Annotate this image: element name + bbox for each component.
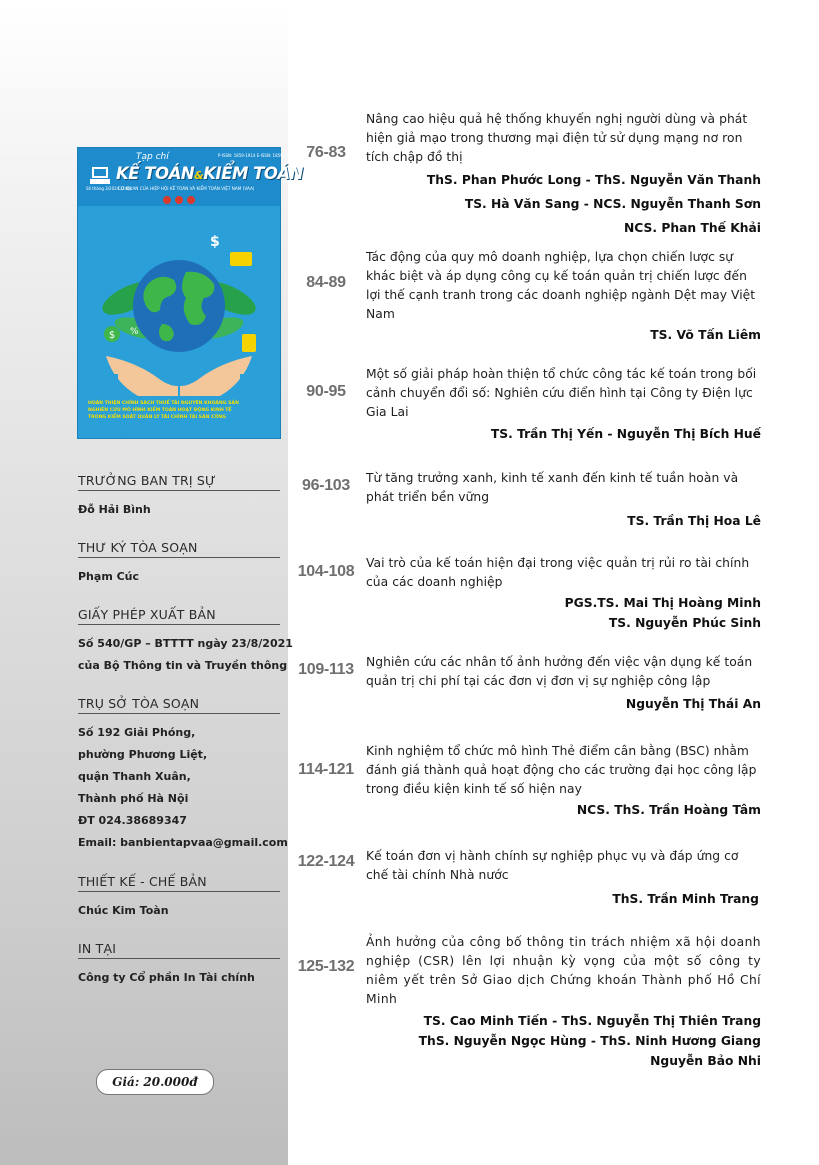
cover-headline: TRONG KIỂM SOÁT QUẢN LÝ TÀI CHÍNH TÀI SẢN CÔNG: [88, 415, 226, 420]
article-authors: Nguyễn Thị Thái An: [625, 697, 761, 711]
cover-tapchi: Tạp chí: [136, 152, 169, 162]
toc-page-range: 109-113: [298, 661, 354, 678]
article-authors: TS. Trần Thị Yến - Nguyễn Thị Bích Huế: [490, 427, 761, 441]
masthead-design: [78, 874, 280, 922]
article-authors: ThS. Phan Phước Long - ThS. Nguyễn Văn Thanh TS. Hà Văn Sang - NCS. Nguyễn Thanh Sơn NCS. Phan Thế Khải: [426, 173, 761, 235]
toc-page-range: 96-103: [301, 477, 351, 494]
masthead-secretary: [78, 540, 280, 588]
article-title: Vai trò của kế toán hiện đại trong việc quản trị rủi ro tài chính của các doanh nghiệp: [366, 556, 750, 589]
masthead-printer: [78, 941, 280, 989]
svg-text:%: %: [130, 327, 139, 337]
cover-issue: Số tháng 3/2024 (246): [86, 186, 132, 191]
article-title: Tác động của quy mô doanh nghiệp, lựa chọn chiến lược sự khác biệt và áp dụng công cụ kế toán quản trị chiến lược đến lợi thế cạnh tranh trong các doanh nghiệp ngành Dệt may Việt Nam: [366, 250, 756, 321]
svg-text:$: $: [108, 330, 116, 341]
toc-page-range: 76-83: [306, 144, 346, 161]
computer-icon: [90, 166, 112, 186]
toc-entry-body: [366, 110, 761, 238]
masthead-heading: THIẾT KẾ - CHẾ BẢN: [78, 874, 280, 892]
article-title: Từ tăng trưởng xanh, kinh tế xanh đến kinh tế tuần hoàn và phát triển bền vững: [366, 471, 739, 504]
price-badge: Giá: 20.000đ: [96, 1069, 214, 1095]
article-authors: PGS.TS. Mai Thị Hoàng Minh TS. Nguyễn Phúc Sinh: [564, 596, 761, 630]
masthead-value: Phạm Cúc: [78, 570, 140, 583]
article-authors: TS. Trần Thị Hoa Lê: [627, 514, 761, 528]
article-authors: TS. Võ Tấn Liêm: [650, 328, 761, 342]
toc-entry-body: [366, 933, 761, 1071]
toc-entry-body: [366, 365, 761, 444]
article-authors: ThS. Trần Minh Trang: [612, 892, 759, 906]
masthead-value: Số 192 Giải Phóng, phường Phương Liệt, quận Thanh Xuân, Thành phố Hà Nội ĐT 024.38689347 Email: banbientapvaa@gmail.com: [78, 722, 280, 854]
globe-hands-illustration: [78, 206, 280, 398]
masthead-value: Chúc Kim Toàn: [78, 904, 169, 917]
masthead-heading: GIẤY PHÉP XUẤT BẢN: [78, 607, 280, 625]
article-authors: NCS. ThS. Trần Hoàng Tâm: [576, 803, 761, 817]
toc-page-range: 104-108: [297, 563, 355, 580]
toc-page-range: 90-95: [306, 383, 346, 400]
masthead-value: Đỗ Hải Bình: [78, 503, 151, 516]
toc-entry-body: [366, 742, 761, 820]
toc-entry-body: [366, 469, 761, 531]
article-authors: TS. Cao Minh Tiến - ThS. Nguyễn Thị Thiên Trang ThS. Nguyễn Ngọc Hùng - ThS. Ninh Hương Giang Nguyễn Bảo Nhi: [418, 1014, 761, 1068]
cover-headlines: [88, 400, 274, 421]
article-title: Một số giải pháp hoàn thiện tổ chức công tác kế toán trong bối cảnh chuyển đổi số: Nghiên cứu điển hình tại Công ty Điện lực Gia Lai: [366, 367, 757, 419]
masthead-license: [78, 607, 293, 677]
toc-entry-body: [366, 847, 761, 909]
toc-entry-body: [366, 248, 761, 345]
email-link[interactable]: Email: banbientapvaa@gmail.com: [78, 836, 288, 849]
cover-headline: HOÀN THIỆN CHÍNH SÁCH THUẾ TÀI NGUYÊN KHOÁNG SẢN: [88, 401, 239, 406]
toc-entry-body: [366, 554, 761, 633]
masthead-heading: TRƯỞNG BAN TRỊ SỰ: [78, 473, 280, 491]
toc-page-range: 114-121: [298, 761, 354, 778]
toc-page-range: 84-89: [306, 274, 346, 291]
toc-page-range: 122-124: [297, 853, 355, 870]
article-title: Kế toán đơn vị hành chính sự nghiệp phục vụ và đáp ứng cơ chế tài chính Nhà nước: [366, 849, 739, 882]
article-title: Nghiên cứu các nhân tố ảnh hưởng đến việc vận dụng kế toán quản trị chi phí tại các đơn vị đơn vị sự nghiệp công lập: [366, 655, 753, 688]
article-title: Ảnh hưởng của công bố thông tin trách nhiệm xã hội doanh nghiệp (CSR) lên lợi nhuận kỳ vọng của một số công ty niêm yết trên Sở Giao dịch Chứng khoán Thành phố Hồ Chí Minh: [366, 935, 761, 1006]
masthead-heading: IN TẠI: [78, 941, 280, 959]
masthead-heading: THƯ KÝ TÒA SOẠN: [78, 540, 280, 558]
toc-page-range: 125-132: [297, 958, 355, 975]
cover-subtitle: CƠ QUAN CỦA HIỆP HỘI KẾ TOÁN VÀ KIỂM TOÁN VIỆT NAM (VAA): [118, 186, 255, 191]
article-title: Nâng cao hiệu quả hệ thống khuyến nghị người dùng và phát hiện giả mạo trong thương mại điện tử sử dụng mạng nơ ron tích chập đồ thị: [366, 112, 748, 164]
masthead-editor-in-chief: [78, 473, 280, 521]
masthead-value: Số 540/GP – BTTTT ngày 23/8/2021 của Bộ Thông tin và Truyền thông: [78, 637, 293, 672]
masthead-value: Công ty Cổ phần In Tài chính: [78, 971, 255, 984]
masthead-office: [78, 696, 288, 854]
cover-headline: NGHIÊN CỨU MÔ HÌNH KIỂM TOÁN HOẠT ĐỘNG KINH TẾ: [88, 408, 232, 413]
cover-issn: P-ISSN: 1859-1914 E-ISSN: 1859-4867: [218, 153, 295, 158]
masthead-heading: TRỤ SỞ TÒA SOẠN: [78, 696, 280, 714]
cover-title: KẾ TOÁN&KIỂM TOÁN: [116, 164, 303, 183]
svg-text:$: $: [210, 234, 220, 250]
magazine-cover[interactable]: [78, 148, 303, 438]
award-badges-icon: [162, 195, 198, 205]
article-title: Kinh nghiệm tổ chức mô hình Thẻ điểm cân bằng (BSC) nhằm đánh giá thành quả hoạt động cho các trường đại học công lập trong điều kiện kinh tế số hiện nay: [366, 744, 757, 796]
toc-entry-body: [366, 653, 761, 714]
